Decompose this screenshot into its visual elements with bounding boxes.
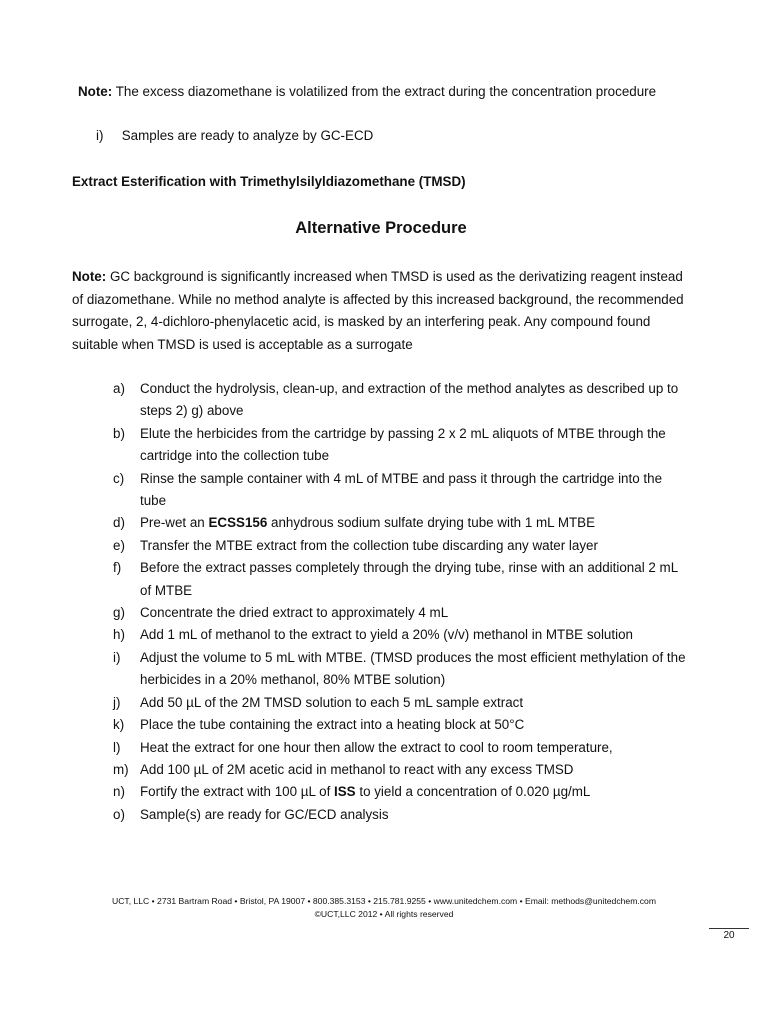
step-text-pre: Fortify the extract with 100 µL of	[140, 784, 335, 800]
step-label: n)	[113, 784, 125, 800]
step-text: Rinse the sample container with 4 mL of MTBE and pass it through the cartridge into the tube	[140, 470, 663, 509]
product-code: ISS	[334, 784, 356, 800]
step-label: a)	[113, 381, 125, 396]
list-item	[113, 423, 688, 468]
step-text-post: to yield a concentration of 0.020 µg/mL	[355, 784, 591, 800]
note-text: The excess diazomethane is volatilized from the extract during the concentration procedure	[112, 84, 657, 99]
item-text: Samples are ready to analyze by GC-ECD	[121, 128, 374, 143]
step-label: d)	[113, 515, 125, 531]
step-label: l)	[113, 739, 121, 755]
list-item	[113, 737, 688, 759]
samples-ready-item	[96, 128, 373, 143]
page-number: 20	[723, 930, 735, 941]
list-item	[113, 512, 688, 534]
list-item	[113, 535, 688, 557]
step-text: Transfer the MTBE extract from the collection tube discarding any water layer	[140, 537, 598, 553]
page-number-rule	[709, 928, 749, 929]
list-item	[113, 781, 688, 803]
list-item	[113, 759, 688, 781]
alternative-procedure-title: Alternative Procedure	[295, 219, 467, 237]
note-paragraph	[72, 266, 692, 356]
list-item	[113, 647, 688, 692]
step-text: Add 50 µL of the 2M TMSD solution to each 5 mL sample extract	[140, 694, 524, 710]
note-text: GC background is significantly increased when TMSD is used as the derivatizing reagent instead of diazomethane. While no method analyte is affected by this increased background, the recommended surrogate, 2, 4-dichloro-phenylacetic acid, is masked by an interfering peak. Any compound found suitable when TMSD is used is acceptable as a surrogate	[72, 269, 684, 352]
step-text: Adjust the volume to 5 mL with MTBE. (TMSD produces the most efficient methylation of the herbicides in a 20% methanol, 80% MTBE solution)	[140, 649, 686, 688]
step-text: Place the tube containing the extract into a heating block at 50°C	[140, 717, 525, 733]
step-label: o)	[113, 806, 125, 822]
step-text: Before the extract passes completely through the drying tube, rinse with an additional 2 mL of MTBE	[140, 560, 678, 598]
product-code: ECSS156	[208, 515, 268, 531]
list-item	[113, 804, 688, 826]
footer-contact-line: UCT, LLC • 2731 Bartram Road • Bristol, PA 19007 • 800.385.3153 • 215.781.9255 • www.unitedchem.com • Email: methods@unitedchem.com	[112, 896, 656, 906]
step-text: Concentrate the dried extract to approximately 4 mL	[140, 605, 449, 621]
step-text: Add 100 µL of 2M acetic acid in methanol to react with any excess TMSD	[140, 761, 574, 777]
list-item	[113, 602, 688, 624]
step-label: h)	[113, 627, 125, 643]
step-label: c)	[113, 470, 125, 486]
step-text: Heat the extract for one hour then allow the extract to cool to room temperature,	[140, 739, 613, 755]
step-text: Conduct the hydrolysis, clean-up, and extraction of the method analytes as described up to steps 2) g) above	[140, 381, 679, 419]
step-text	[140, 781, 688, 803]
list-item	[113, 378, 688, 423]
step-label: i)	[113, 649, 121, 665]
step-label: g)	[113, 605, 125, 621]
footer-copyright-line: ©UCT,LLC 2012 • All rights reserved	[314, 909, 454, 919]
item-label: i)	[96, 128, 104, 143]
list-item	[113, 714, 688, 736]
step-label: b)	[113, 425, 125, 441]
list-item	[113, 468, 688, 513]
page-footer	[0, 895, 768, 921]
list-item	[113, 624, 688, 646]
step-text-post: anhydrous sodium sulfate drying tube with 1 mL MTBE	[267, 515, 596, 531]
note-label: Note:	[78, 84, 113, 99]
list-item	[113, 692, 688, 714]
note-label: Note:	[72, 269, 107, 284]
step-label: f)	[113, 560, 122, 576]
list-item	[113, 557, 688, 602]
step-text: Elute the herbicides from the cartridge by passing 2 x 2 mL aliquots of MTBE through the cartridge into the collection tube	[140, 425, 666, 464]
step-label: e)	[113, 537, 125, 553]
step-text-pre: Pre-wet an	[140, 515, 209, 531]
section-heading: Extract Esterification with Trimethylsilyldiazomethane (TMSD)	[72, 174, 466, 189]
step-text	[140, 512, 688, 534]
step-text: Add 1 mL of methanol to the extract to yield a 20% (v/v) methanol in MTBE solution	[140, 627, 633, 643]
step-label: j)	[113, 694, 121, 710]
procedure-steps-list	[113, 378, 688, 826]
note-excess-diazomethane	[78, 84, 656, 99]
step-text: Sample(s) are ready for GC/ECD analysis	[140, 806, 389, 822]
step-label: k)	[113, 717, 125, 733]
step-label: m)	[113, 761, 129, 777]
